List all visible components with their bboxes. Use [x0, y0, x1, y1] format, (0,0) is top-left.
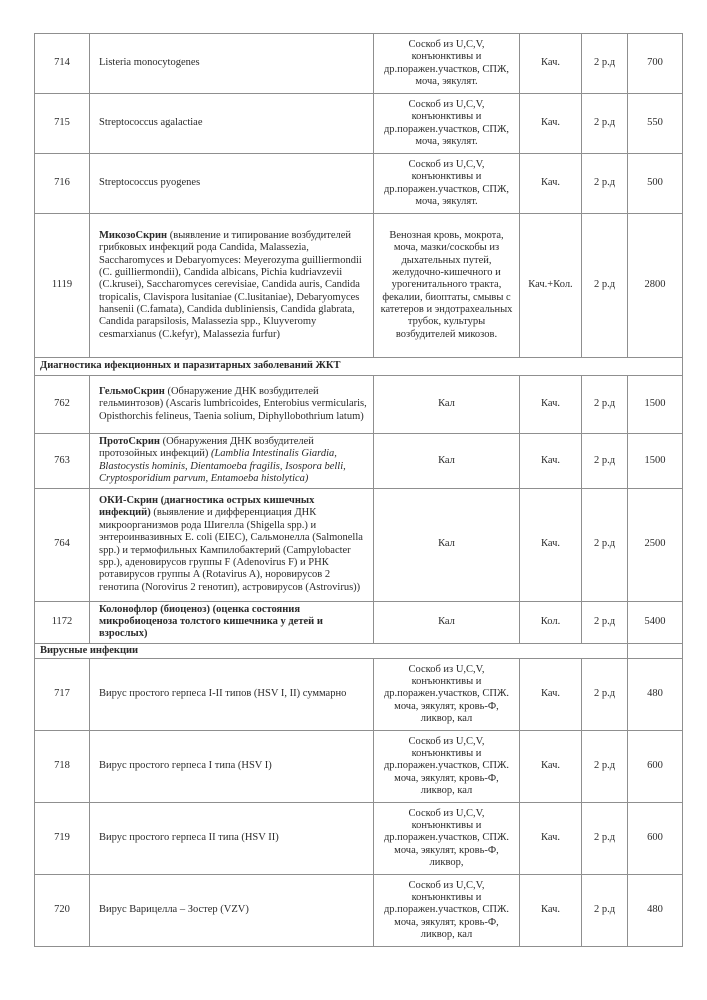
cell-method: Кач. [520, 94, 582, 154]
cell-term: 2 р.д [582, 434, 628, 489]
name-segment: Вирус простого герпеса I-II типов (HSV I, II) суммарно [99, 688, 347, 700]
cell-method: Кач. [520, 659, 582, 731]
cell-price: 550 [628, 94, 683, 154]
section-header-label: Диагностика ифекционных и паразитарных заболеваний ЖКТ [35, 358, 683, 376]
table-row [35, 803, 683, 875]
cell-code: 719 [35, 803, 90, 875]
table-row [35, 94, 683, 154]
cell-term: 2 р.д [582, 94, 628, 154]
cell-method: Кач. [520, 803, 582, 875]
cell-sample: Соскоб из U,C,V, конъюнктивы и др.поражен.участков, СПЖ, моча, эякулят. [374, 34, 520, 94]
cell-term: 2 р.д [582, 875, 628, 947]
cell-term: 2 р.д [582, 34, 628, 94]
cell-price: 2500 [628, 488, 683, 601]
cell-term: 2 р.д [582, 376, 628, 434]
cell-code: 763 [35, 434, 90, 489]
cell-code: 762 [35, 376, 90, 434]
cell-name [90, 376, 374, 434]
cell-term: 2 р.д [582, 659, 628, 731]
cell-code: 718 [35, 731, 90, 803]
cell-term: 2 р.д [582, 731, 628, 803]
cell-code: 1119 [35, 214, 90, 358]
cell-name [90, 34, 374, 94]
cell-term: 2 р.д [582, 488, 628, 601]
table-row [35, 376, 683, 434]
cell-term: 2 р.д [582, 154, 628, 214]
cell-price: 480 [628, 875, 683, 947]
cell-sample: Соскоб из U,C,V, конъюнктивы и др.поражен.участков, СПЖ. моча, эякулят, кровь-Ф, ликвор, кал [374, 659, 520, 731]
price-table-body [35, 34, 683, 947]
cell-name [90, 601, 374, 643]
cell-term: 2 р.д [582, 803, 628, 875]
cell-name [90, 94, 374, 154]
cell-name [90, 488, 374, 601]
cell-method: Кач.+Кол. [520, 214, 582, 358]
name-segment: (Обнаружения ДНК возбудителей протозойных инфекций) [99, 436, 314, 460]
cell-method: Кач. [520, 34, 582, 94]
cell-code: 720 [35, 875, 90, 947]
price-table [34, 33, 683, 947]
cell-method: Кач. [520, 875, 582, 947]
section-header-empty-cell [628, 643, 683, 658]
cell-code: 1172 [35, 601, 90, 643]
cell-sample: Соскоб из U,C,V, конъюнктивы и др.поражен.участков, СПЖ, моча, эякулят. [374, 154, 520, 214]
table-row [35, 659, 683, 731]
table-row [35, 214, 683, 358]
cell-sample: Соскоб из U,C,V, конъюнктивы и др.поражен.участков, СПЖ. моча, эякулят, кровь-Ф, ликвор, [374, 803, 520, 875]
cell-sample: Соскоб из U,C,V, конъюнктивы и др.поражен.участков, СПЖ. моча, эякулят, кровь-Ф, ликвор, кал [374, 731, 520, 803]
cell-term: 2 р.д [582, 601, 628, 643]
cell-name [90, 214, 374, 358]
cell-code: 716 [35, 154, 90, 214]
name-segment: (выявление и типирование возбудителей грибковых инфекций рода Candida, Malassezia, Saccharomyces и Debaryomyces: Meyerozyma guilliermondii (C. guilliermondii), Candida albicans, Pichia kudriavzevii (C.krusei), Saccharomyces cerevisiae, Candida auris, Candida tropicalis, Clavispora lusitaniae (C.lusitaniae), Debaryomyces hansenii (C.famata), Candida dubliniensis, Candida glabrata, Candida parapsilosis, Malassezia spp., Kluyveromy cesmarxianus (C.kefyr), Malassezia furfur) [99, 229, 362, 340]
name-segment: Колонофлор (биоценоз) (оценка состояния микробиоценоза толстого кишечника у детей и взрослых) [99, 603, 323, 640]
cell-method: Кол. [520, 601, 582, 643]
name-segment: (выявление и дифференциация ДНК микроорганизмов рода Шигелла (Shigella spp.) и энтероинвазивных E. coli (EIEC), Сальмонелла (Salmonella spp.) и термофильных Кампилобактерий (Campylobacter spp.), аденовирусов группы F (Adenovirus F) и РНК ротавирусов группы A (Rotavirus A), норовирусов 2 генотипа (Norovirus 2 генотип), астровирусов (Astrovirus)) [99, 507, 363, 593]
name-segment: ПротоСкрин [99, 436, 160, 447]
cell-method: Кач. [520, 376, 582, 434]
cell-price: 600 [628, 803, 683, 875]
name-segment: ГельмоСкрин [99, 385, 165, 397]
cell-price: 2800 [628, 214, 683, 358]
section-header-row [35, 643, 683, 658]
cell-sample: Кал [374, 434, 520, 489]
table-row [35, 601, 683, 643]
cell-price: 480 [628, 659, 683, 731]
cell-name [90, 154, 374, 214]
cell-term: 2 р.д [582, 214, 628, 358]
cell-sample: Кал [374, 488, 520, 601]
name-segment: Вирус простого герпеса I типа (HSV I) [99, 760, 272, 772]
cell-price: 5400 [628, 601, 683, 643]
name-segment: Вирус простого герпеса II типа (HSV II) [99, 832, 279, 844]
cell-name [90, 731, 374, 803]
cell-sample: Венозная кровь, мокрота, моча, мазки/соскобы из дыхательных путей, желудочно-кишечного и урогенитального тракта, фекалии, биоптаты, смывы с катетеров и эндотрахеальных трубок, культуры возбудителей микозов. [374, 214, 520, 358]
table-row [35, 488, 683, 601]
name-segment: ОКИ-Скрин (диагностика острых кишечных инфекций) [99, 495, 315, 519]
cell-sample: Соскоб из U,C,V, конъюнктивы и др.поражен.участков, СПЖ, моча, эякулят. [374, 94, 520, 154]
name-segment: Streptococcus agalactiae [99, 117, 203, 129]
name-segment: МикозоСкрин [99, 229, 168, 241]
table-row [35, 154, 683, 214]
name-segment: (Обнаружение ДНК возбудителей гельминтозов) (Ascaris lumbricoides, Enterobius vermicularis, Opisthorchis felineus, Taenia solium, Diphyllobothrium latum) [99, 385, 367, 422]
name-segment: Listeria monocytogenes [99, 57, 200, 69]
table-row [35, 434, 683, 489]
cell-code: 717 [35, 659, 90, 731]
cell-sample: Кал [374, 601, 520, 643]
cell-method: Кач. [520, 434, 582, 489]
cell-name [90, 434, 374, 489]
table-row [35, 34, 683, 94]
cell-name [90, 659, 374, 731]
cell-code: 764 [35, 488, 90, 601]
table-row [35, 731, 683, 803]
name-segment: (Lamblia Intestinalis Giardia, Blastocystis hominis, Dientamoeba fragilis, Isospora belli, Cryptosporidium parvum, Entamoeba histolytica) [99, 448, 346, 485]
cell-code: 714 [35, 34, 90, 94]
cell-price: 700 [628, 34, 683, 94]
cell-sample: Кал [374, 376, 520, 434]
name-segment: Streptococcus pyogenes [99, 177, 201, 189]
section-header-row [35, 358, 683, 376]
cell-name [90, 803, 374, 875]
cell-price: 1500 [628, 376, 683, 434]
cell-code: 715 [35, 94, 90, 154]
cell-method: Кач. [520, 731, 582, 803]
cell-price: 1500 [628, 434, 683, 489]
cell-method: Кач. [520, 488, 582, 601]
name-segment: Вирус Варицелла – Зостер (VZV) [99, 904, 249, 916]
cell-price: 500 [628, 154, 683, 214]
section-header-label: Вирусные инфекции [35, 643, 628, 658]
cell-method: Кач. [520, 154, 582, 214]
table-row [35, 875, 683, 947]
cell-name [90, 875, 374, 947]
cell-price: 600 [628, 731, 683, 803]
cell-sample: Соскоб из U,C,V, конъюнктивы и др.поражен.участков, СПЖ. моча, эякулят, кровь-Ф, ликвор, кал [374, 875, 520, 947]
